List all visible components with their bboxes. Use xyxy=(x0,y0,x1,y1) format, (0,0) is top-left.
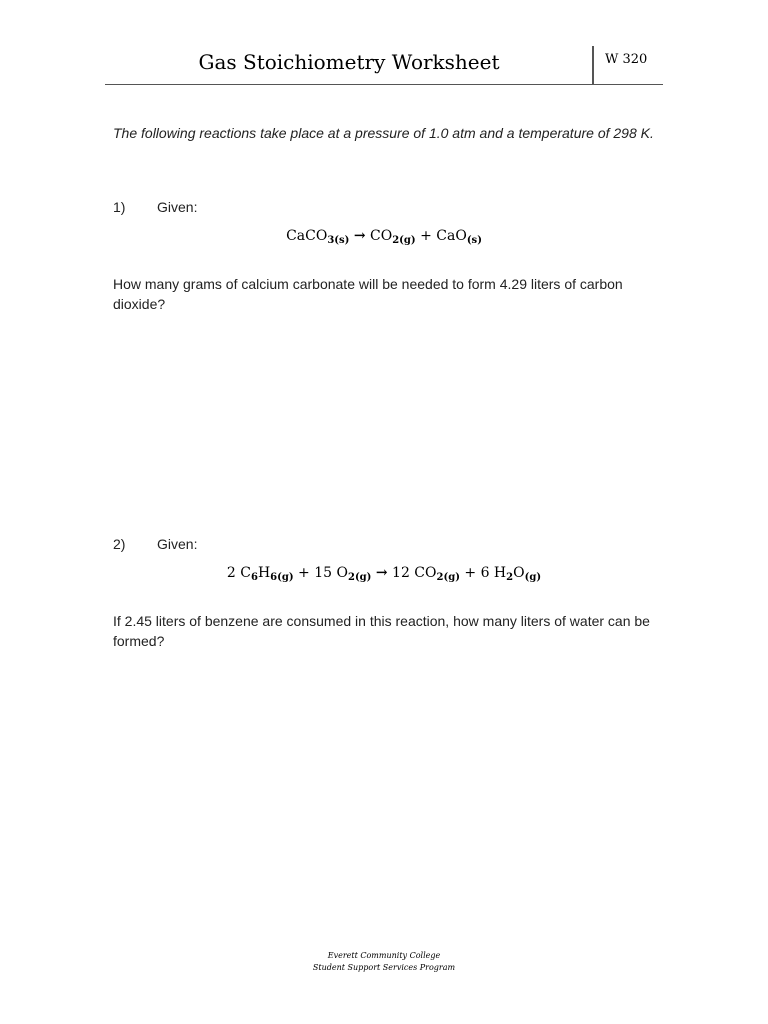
eq2-plus-1: + xyxy=(298,565,310,581)
eq2-product-2-mid: O xyxy=(513,565,525,581)
problem-1-equation xyxy=(105,228,663,244)
eq2-plus-2: + xyxy=(464,565,477,581)
eq1-product-2: CaO xyxy=(436,228,467,244)
footer-line-1: Everett Community College xyxy=(327,951,441,960)
problem-1-given-label: Given: xyxy=(157,199,198,215)
eq2-reactant-2-subscript: 2(g) xyxy=(347,572,372,583)
footer-line-2: Student Support Services Program xyxy=(312,963,456,972)
intro-text: The following reactions take place at a pressure of 1.0 atm and a temperature of 298 K. xyxy=(113,125,654,141)
eq2-product-2-subscript-2: (g) xyxy=(524,572,542,583)
arrow-icon: → xyxy=(353,228,366,244)
eq2-reactant-2: 15 O xyxy=(314,565,348,581)
eq2-product-1: 12 CO xyxy=(392,565,437,581)
eq2-reactant-1-subscript-1: 6 xyxy=(250,572,258,583)
eq2-reactant-1-mid: H xyxy=(257,565,271,581)
eq1-product-1: CO xyxy=(370,228,393,244)
eq2-product-1-subscript: 2(g) xyxy=(436,572,460,583)
problem-2-equation xyxy=(105,565,663,581)
problem-1-question: How many grams of calcium carbonate will be needed to form 4.29 liters of carbon dioxide? xyxy=(113,276,623,312)
eq1-reactant-subscript: 3(s) xyxy=(327,235,350,246)
eq1-product-2-subscript: (s) xyxy=(466,235,482,246)
eq1-plus: + xyxy=(420,228,432,244)
eq1-product-1-subscript: 2(g) xyxy=(392,235,416,246)
eq2-reactant-1-coef: 2 C xyxy=(226,565,251,581)
problem-2-question: If 2.45 liters of benzene are consumed in this reaction, how many liters of water can be formed? xyxy=(113,613,650,649)
worksheet-code: W 320 xyxy=(605,52,648,67)
problem-2-number: 2) xyxy=(113,536,126,552)
eq1-reactant: CaCO xyxy=(286,228,328,244)
problem-2-given-label: Given: xyxy=(157,536,198,552)
eq2-product-2: 6 H xyxy=(480,565,507,581)
problem-1-number: 1) xyxy=(113,199,126,215)
eq2-reactant-1-subscript-2: 6(g) xyxy=(270,572,294,583)
eq2-product-2-subscript-1: 2 xyxy=(506,572,514,583)
footer xyxy=(105,950,663,974)
header-divider xyxy=(592,46,594,84)
header-rule xyxy=(105,84,663,85)
arrow-icon: → xyxy=(375,565,388,581)
page-title: Gas Stoichiometry Worksheet xyxy=(198,50,500,74)
